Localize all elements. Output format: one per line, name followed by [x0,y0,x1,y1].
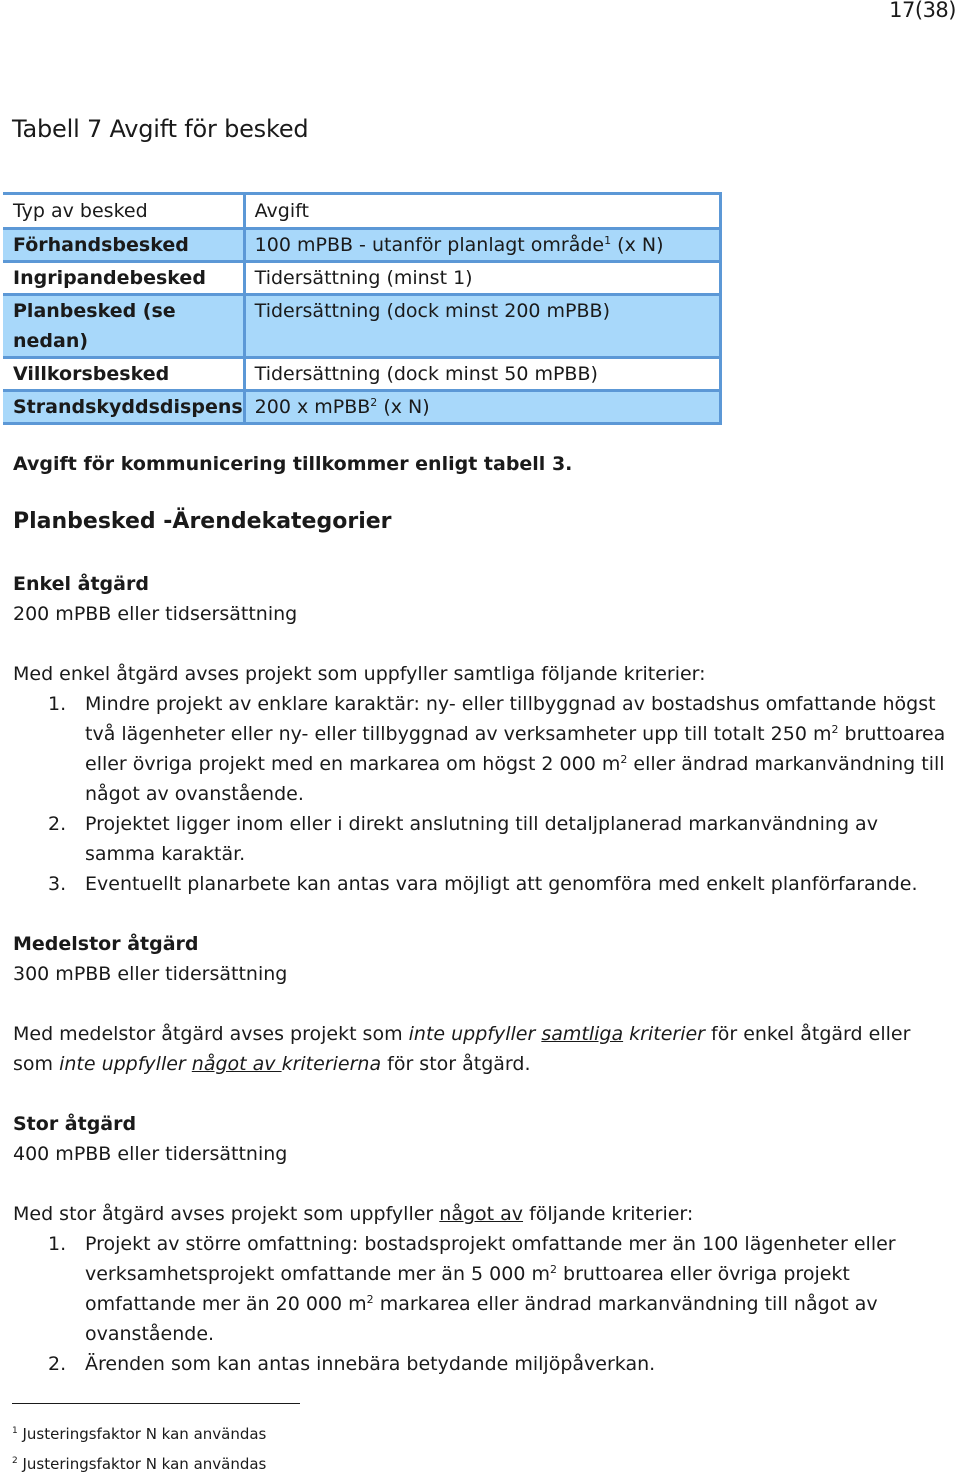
row-type: Villkorsbesked [13,363,170,385]
large-title: Stor åtgärd [13,1113,137,1135]
large-intro: Med stor åtgärd avses projekt som uppfyller något av följande kriterier: [13,1203,694,1225]
row-fee: 200 x mPBB$^2$ (x N) [244,391,720,424]
list-item: 1. Mindre projekt av enklare karaktär: ny- eller tillbyggnad av bostadshus omfattande högst två lägenheter eller ny- eller tillbyggnad av verksamheter upp till totalt 250 $m^2$ bruttoarea eller övriga projekt med en markarea om högst 2 000 $m^2$ eller ändrad markanvändning till något av ovanstående. [48,693,946,805]
header-type: Typ av besked [3,194,244,229]
large-criteria-list [13,1229,954,1379]
row-fee: Tidersättning (minst 1) [244,262,720,295]
medium-description: Med medelstor åtgärd avses projekt som inte uppfyller samtliga kriterier för enkel åtgärd eller som inte uppfyller något av kriterierna för stor åtgärd. [13,1023,911,1075]
table-row [3,358,721,391]
simple-intro: Med enkel åtgärd avses projekt som uppfyller samtliga följande kriterier: [13,663,706,685]
row-type: Strandskyddsdispens [3,391,244,424]
row-fee: Tidersättning (dock minst 50 mPBB) [244,358,720,391]
header-fee: Avgift [244,194,720,229]
table-row [3,295,721,358]
list-item: 2. Ärenden som kan antas innebära betydande miljöpåverkan. [48,1353,656,1375]
footnote-2: $^2$ Justeringsfaktor N kan användas [12,1455,267,1473]
row-fee: Tidersättning (dock minst 200 mPBB) [244,295,720,358]
simple-fee: 200 mPBB eller tidsersättning [13,603,298,625]
simple-criteria-list [13,689,954,899]
fee-table [3,192,722,425]
table-row [3,262,721,295]
row-fee: 100 mPBB - utanför planlagt område$^1$ (x N) [244,229,720,262]
medium-title: Medelstor åtgärd [13,933,199,955]
communication-note: Avgift för kommunicering tillkommer enligt tabell 3. [13,453,573,475]
table-header-row [3,194,721,229]
list-item: 2. Projektet ligger inom eller i direkt anslutning till detaljplanerad markanvändning av samma karaktär. [48,813,878,865]
medium-fee: 300 mPBB eller tidersättning [13,963,288,985]
list-item: 1. Projekt av större omfattning: bostadsprojekt omfattande mer än 100 lägenheter eller verksamhetsprojekt omfattande mer än 5 000 $m^2$ bruttoarea eller övriga projekt omfattande mer än 20 000 $m^2$ markarea eller ändrad markanvändning till något av ovanstående. [48,1233,896,1345]
list-item: 3. Eventuellt planarbete kan antas vara möjligt att genomföra med enkelt planförfarande. [48,873,918,895]
table-title: Tabell 7 Avgift för besked [12,115,309,143]
footnote-1: $^1$ Justeringsfaktor N kan användas [12,1425,267,1443]
row-type: Förhandsbesked [3,229,244,262]
row-type: Ingripandebesked [13,267,206,289]
simple-title: Enkel åtgärd [13,573,149,595]
page-number: 17(38) [889,0,956,22]
table-row [3,229,721,262]
row-type: Planbesked (se nedan) [3,295,244,358]
large-fee: 400 mPBB eller tidersättning [13,1143,288,1165]
section-heading: Planbesked -Ärendekategorier [13,509,392,534]
table-row [3,391,721,424]
footnote-divider [12,1403,300,1404]
